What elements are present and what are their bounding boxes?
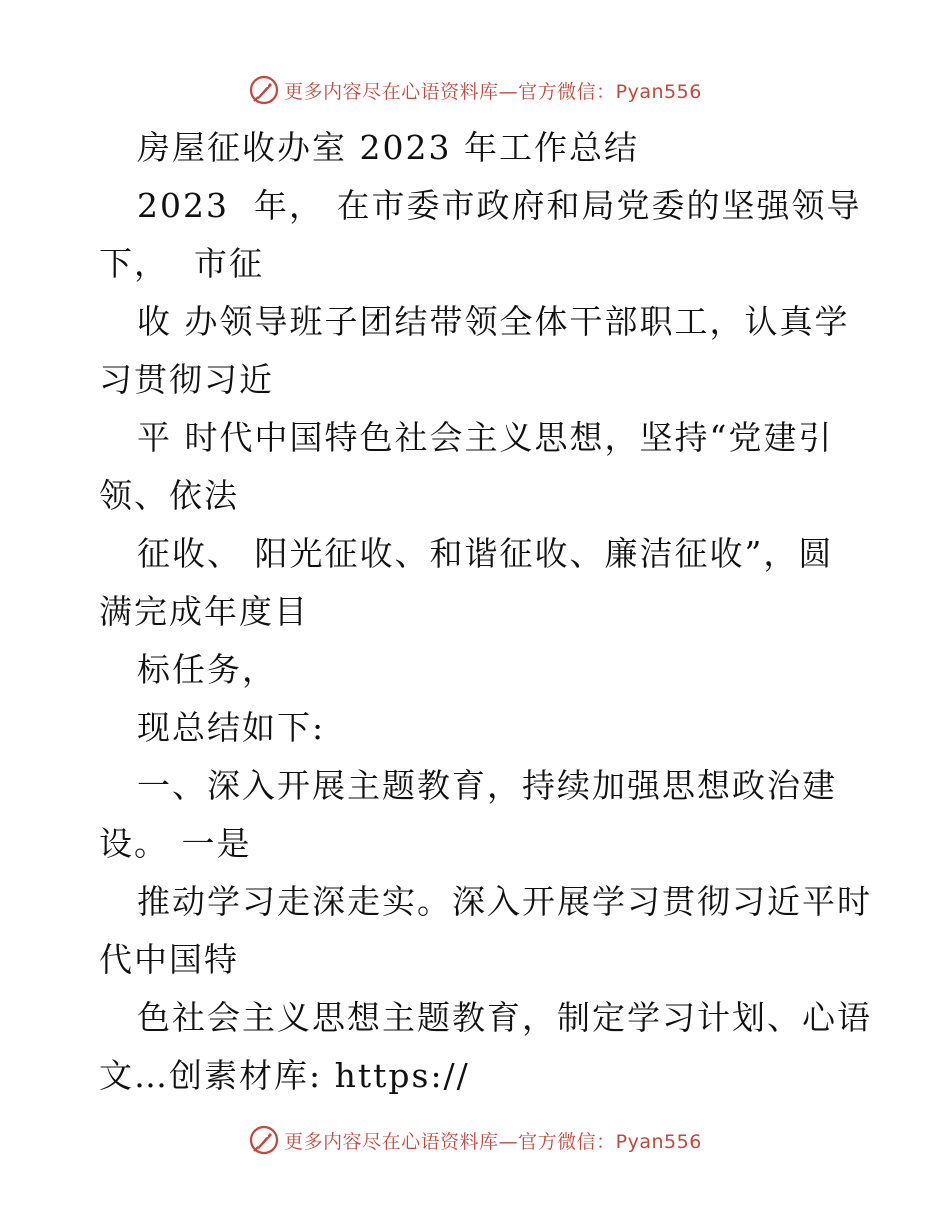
paragraph-line: 2023 年， 在市委市政府和局党委的坚强领导 (137, 186, 862, 225)
paragraph-line: 标任务， (137, 650, 277, 689)
watermark-main-text: 更多内容尽在心语资料库—官方微信： (284, 1130, 616, 1153)
feather-pen-logo-icon (248, 74, 280, 106)
paragraph-line: 现总结如下: (137, 708, 326, 747)
footer-watermark-banner (0, 1120, 950, 1160)
feather-pen-logo-icon (248, 1124, 280, 1156)
header-watermark-banner (0, 70, 950, 110)
section-heading-line: 一、深入开展主题教育，持续加强思想政治建 (137, 766, 837, 805)
paragraph-line: 文…创素材库: https:// (99, 1056, 470, 1095)
paragraph-line: 色社会主义思想主题教育，制定学习计划、心语 (137, 998, 872, 1037)
paragraph-line: 下， 市征 (99, 244, 264, 283)
watermark-main-text: 更多内容尽在心语资料库—官方微信： (284, 80, 616, 103)
document-title: 房屋征收办室 2023 年工作总结 (137, 128, 639, 167)
paragraph-line: 推动学习走深走实。深入开展学习贯彻习近平时 (137, 882, 872, 921)
watermark-wechat-id: Pyan556 (615, 1130, 702, 1153)
paragraph-line: 收 办领导班子团结带领全体干部职工，认真学 (137, 302, 850, 341)
paragraph-line: 征收、 阳光征收、和谐征收、廉洁征收”，圆 (137, 534, 834, 573)
header-watermark-text (284, 77, 702, 104)
paragraph-line: 设。 一是 (99, 824, 252, 863)
paragraph-line: 领、依法 (99, 476, 239, 515)
watermark-wechat-id: Pyan556 (615, 80, 702, 103)
paragraph-line: 习贯彻习近 (99, 360, 274, 399)
paragraph-line: 平 时代中国特色社会主义思想，坚持“党建引 (137, 418, 834, 457)
paragraph-line: 代中国特 (99, 940, 239, 979)
footer-watermark-text (284, 1127, 702, 1154)
paragraph-line: 满完成年度目 (99, 592, 309, 631)
